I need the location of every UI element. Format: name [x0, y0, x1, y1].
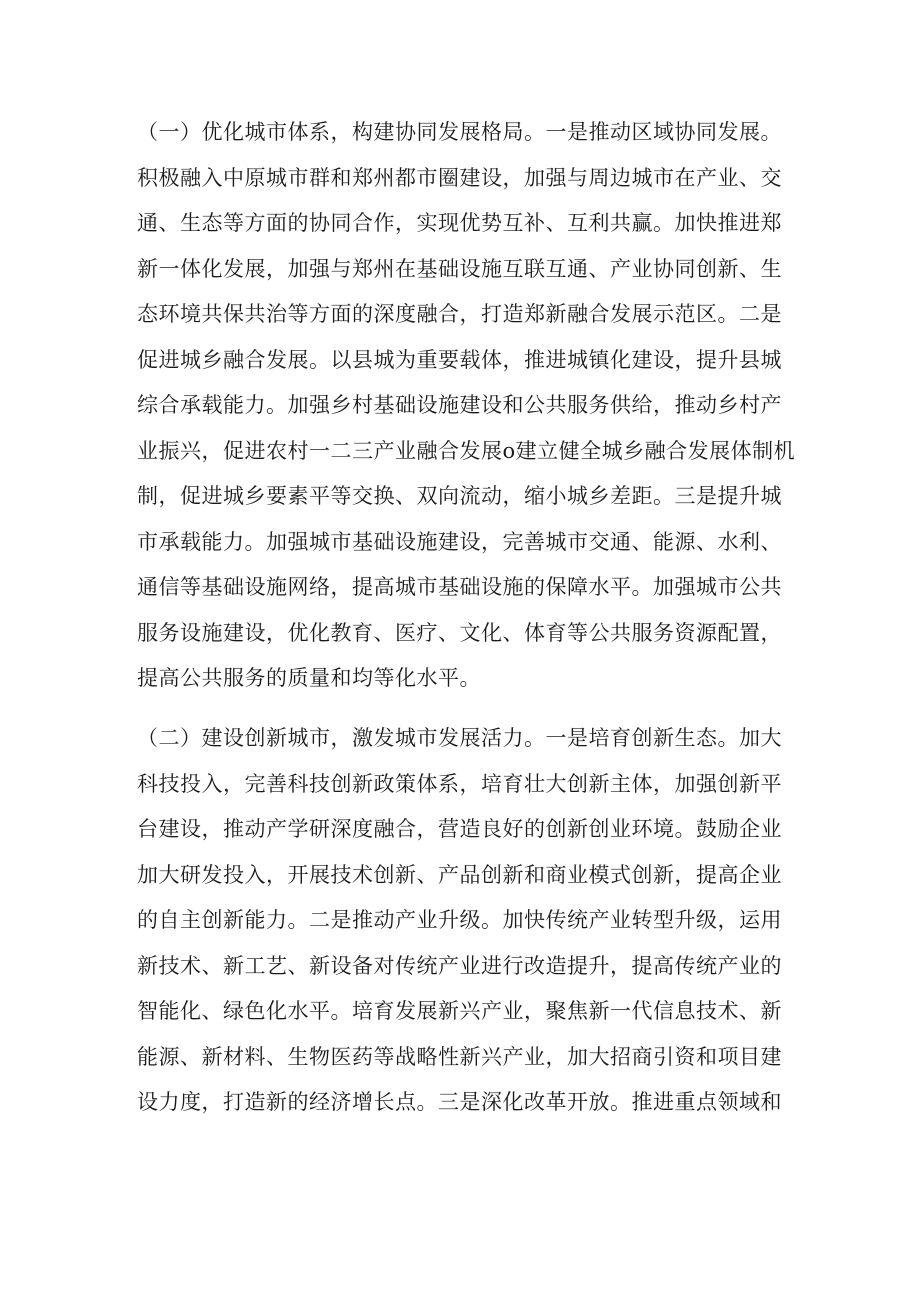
- text-line: 提高公共服务的质量和均等化水平。: [137, 666, 481, 690]
- text-line: 科技投入，完善科技创新政策体系，培育壮大创新主体，加强创新平: [137, 771, 782, 796]
- text-line: 智能化、绿色化水平。培育发展新兴产业，聚焦新一代信息技术、新: [137, 999, 782, 1023]
- text-line: 制，促进城乡要素平等交换、双向流动，缩小城乡差距。三是提升城: [137, 484, 782, 508]
- text-line: 新技术、新工艺、新设备对传统产业进行改造提升，提高传统产业的: [137, 953, 782, 978]
- text-line: 新一体化发展，加强与郑州在基础设施互联互通、产业协同创新、生: [137, 256, 782, 281]
- paragraph-section-1: [137, 110, 796, 702]
- text-line: 态环境共保共治等方面的深度融合，打造郑新融合发展示范区。二是: [137, 302, 782, 326]
- text-line: 综合承载能力。加强乡村基础设施建设和公共服务供给，推动乡村产: [137, 393, 782, 417]
- text-line: 台建设，推动产学研深度融合，营造良好的创新创业环境。鼓励企业: [137, 817, 782, 841]
- text-line: 加大研发投入，开展技术创新、产品创新和商业模式创新，提高企业: [137, 862, 782, 887]
- text-line: 促进城乡融合发展。以县城为重要载体，推进城镇化建设，提升县城: [137, 347, 782, 372]
- text-line: 服务设施建设，优化教育、医疗、文化、体育等公共服务资源配置，: [137, 620, 782, 645]
- text-line: 的自主创新能力。二是推动产业升级。加快传统产业转型升级，运用: [137, 908, 782, 932]
- text-line: （二）建设创新城市，激发城市发展活力。一是培育创新生态。加大: [137, 726, 782, 750]
- text-line: 业振兴，促进农村一二三产业融合发展o建立健全城乡融合发展体制机: [137, 438, 796, 463]
- text-line: 设力度，打造新的经济增长点。三是深化改革开放。推进重点领域和: [137, 1090, 782, 1114]
- text-line: 市承载能力。加强城市基础设施建设，完善城市交通、能源、水利、: [137, 529, 782, 554]
- text-line: 能源、新材料、生物医药等战略性新兴产业，加大招商引资和项目建: [137, 1044, 782, 1069]
- text-line: 通信等基础设施网络，提高城市基础设施的保障水平。加强城市公共: [137, 575, 782, 599]
- text-line: 积极融入中原城市群和郑州都市圈建设，加强与周边城市在产业、交: [137, 165, 782, 190]
- paragraph-section-2: [137, 716, 787, 1126]
- text-line: （一）优化城市体系，构建协同发展格局。一是推动区域协同发展。: [137, 120, 782, 144]
- text-line: 通、生态等方面的协同合作，实现优势互补、互利共赢。加快推进郑: [137, 211, 782, 235]
